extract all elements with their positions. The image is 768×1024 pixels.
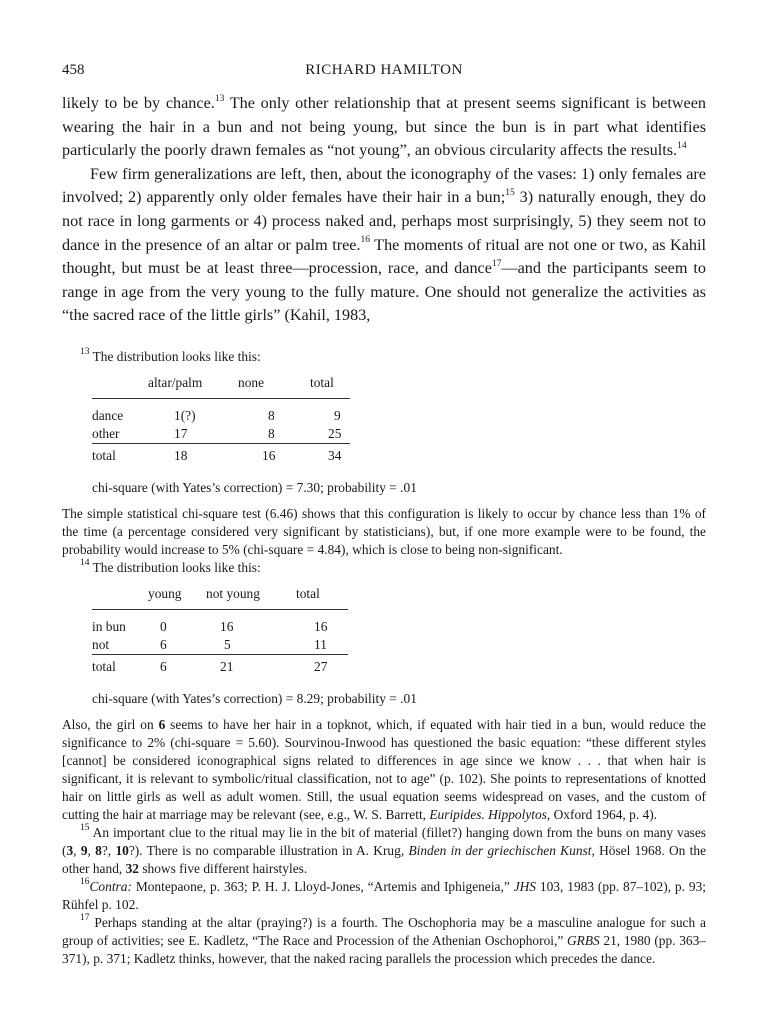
table-header-cell: none [238, 374, 265, 390]
text-run: 3) naturally enough, they do not race in long garments or 4) process naked and, perhaps most surprisingly, 5) they seem not to dance in the presence of an altar or palm tree. [62, 188, 706, 254]
table-cell: 1(?) [148, 398, 238, 425]
table-cell: 6 [160, 636, 167, 652]
text-run: —and the participants seem to range in age from the very young to the fully mature. One should not generalize the activities as “the sacred race of the little girls” (Kahil, 1983, [62, 259, 707, 325]
footnote-17 [62, 914, 706, 968]
footnote-ref-15[interactable]: 15 [505, 187, 515, 198]
table-cell: 8 [238, 398, 298, 425]
text-run: likely to be by chance. [62, 94, 215, 112]
vase-number: 3 [66, 842, 74, 858]
table-header-cell [92, 374, 148, 399]
vase-number: 9 [80, 842, 88, 858]
text-run: 21, 1980 (pp. 363–371), p. 371; Kadletz thinks, however, that the naked racing parallels the procession which precedes the dance. [62, 932, 706, 966]
footnote-number: 17 [80, 913, 90, 924]
table-cell: dance [92, 398, 148, 425]
table-cell: 18 [148, 443, 238, 465]
table-header-cell: not young [206, 585, 260, 601]
page-number: 458 [62, 62, 85, 78]
footnote-number: 13 [80, 347, 90, 358]
text-run: ?, [101, 842, 116, 858]
table-cell: in bun [92, 609, 148, 636]
paragraph-1 [62, 92, 706, 163]
text-run: Few firm generalizations are left, then, about the iconography of the vases: 1) only females are involved; 2) apparently only older females have their hair in a bun; [62, 164, 706, 207]
text-run: , Oxford 1964, p. 4). [546, 806, 658, 822]
table-row [92, 636, 348, 655]
text-run: Contra: [89, 878, 132, 894]
footnote-14-intro [62, 559, 706, 577]
table-cell: total [92, 443, 148, 465]
text-run: , Hösel 1968. On the other hand, [62, 842, 707, 876]
paragraph-2 [62, 163, 706, 328]
vase-number: 6 [158, 716, 166, 732]
table-cell: 0 [148, 609, 206, 636]
table-cell: 34 [298, 443, 350, 465]
table-cell: other [92, 425, 120, 441]
footnote-ref-13[interactable]: 13 [214, 93, 225, 104]
journal-title: JHS [513, 878, 536, 894]
text-run: seems to have her hair in a topknot, which, if equated with hair tied in a bun, would reduce the significance to 2% (chi-square = 5.60). Sourvinou-Inwood has questioned the basic equation: “these different styles [cannot] be considered iconographical signs related to differences in age since we know . . . that when hair is significant, it is relevant to symbolic/ritual classification, not to age” (p. 102). She points to representations of knotted hair on little girls as well as adult women. Still, the usual equation seems widespread on vases, and the custom of cutting the hair at marriage may be relevant (see, e.g., W. S. Barrett, [62, 716, 706, 822]
running-head: RICHARD HAMILTON [305, 62, 463, 78]
footnote-number: 16 [80, 877, 90, 888]
table-cell: 21 [206, 654, 296, 676]
table-total-row [92, 654, 348, 676]
text-run: shows five different hairstyles. [138, 860, 308, 876]
table-header-cell: young [148, 585, 182, 601]
text-run: Also, the girl on [62, 716, 159, 732]
text-run: The distribution looks like this: [89, 559, 261, 575]
table-cell: 16 [206, 609, 296, 636]
table-row [92, 398, 350, 425]
footnote-13-text: The simple statistical chi-square test (6.46) shows that this configuration is likely to occur by chance less than 1% of the time (a percentage considered very significant by statisticians), but, if one more example were to be found, the probability would increase to 5% (chi-square = 4.84), which is close to being non-significant. [62, 505, 706, 557]
footnote-ref-17[interactable]: 17 [491, 258, 502, 269]
table-cell: not [92, 636, 110, 652]
text-run: Montepaone, p. 363; P. H. J. Lloyd-Jones, “Artemis and Iphigeneia,” [131, 878, 514, 894]
footnote-ref-16[interactable]: 16 [360, 235, 371, 246]
text-run: , [87, 842, 96, 858]
text-run: ?). There is no comparable illustration in A. Krug, [128, 842, 409, 858]
distribution-table-14 [92, 585, 348, 676]
chi-square-13: chi-square (with Yates’s correction) = 7.30; probability = .01 [92, 479, 417, 495]
table-cell: 9 [298, 398, 350, 425]
footnote-ref-14[interactable]: 14 [677, 140, 687, 151]
table-cell: 6 [148, 654, 206, 676]
footnote-15 [62, 824, 706, 878]
table-header-row [92, 585, 348, 610]
text-run: Perhaps standing at the altar (praying?) is a fourth. The Oschophoria may be a masculine analogue for such a group of activities; see E. Kadletz, “The Race and Procession of the Athenian Oschophoroi,” [62, 914, 706, 948]
footnotes [62, 348, 706, 968]
table-header-cell: altar/palm [148, 374, 203, 390]
vase-number: 10 [115, 842, 129, 858]
text-run: , [73, 842, 81, 858]
footnote-14-text [62, 716, 706, 824]
table-cell: 17 [174, 425, 188, 441]
vase-number: 32 [125, 860, 139, 876]
text-run: An important clue to the ritual may lie in the bit of material (fillet?) hanging down from the buns on many vases ( [62, 824, 706, 858]
table-row [92, 425, 350, 444]
table-cell: 16 [296, 609, 348, 636]
text-run: The moments of ritual are not one or two, as Kahil thought, but must be at least three—procession, race, and dance [62, 235, 706, 278]
table-cell: 5 [224, 636, 231, 652]
footnote-13-intro [62, 348, 706, 366]
table-cell: total [92, 654, 148, 676]
table-header-cell [92, 585, 148, 610]
text-run: 103, 1983 (pp. 87–102), p. 93; Rühfel p. 102. [62, 878, 706, 912]
table-cell: 8 [268, 425, 275, 441]
main-text [62, 92, 706, 328]
book-title: Binden in der griechischen Kunst [408, 842, 592, 858]
table-cell: 11 [314, 636, 327, 652]
table-header-cell: total [310, 374, 334, 390]
chi-square-14: chi-square (with Yates’s correction) = 8.29; probability = .01 [92, 690, 417, 706]
distribution-table-13 [92, 374, 350, 465]
table-cell: 16 [238, 443, 298, 465]
page [62, 54, 706, 968]
table-cell: 25 [328, 425, 342, 441]
table-cell: 27 [296, 654, 348, 676]
table-header-row [92, 374, 350, 399]
page-header [62, 54, 706, 80]
footnote-number: 14 [80, 558, 90, 569]
text-run: The distribution looks like this: [89, 348, 261, 364]
table-row [92, 609, 348, 636]
vase-number: 8 [95, 842, 102, 858]
table-total-row [92, 443, 350, 465]
footnote-16 [62, 878, 706, 914]
footnote-number: 15 [80, 823, 90, 834]
journal-title: GRBS [566, 932, 600, 948]
book-title: Euripides. Hippolytos [429, 806, 547, 822]
text-run: The only other relationship that at present seems significant is between wearing the hair in a bun and not being young, but since the bun is in part what identifies particularly the poorly drawn females as “not young”, an obvious circularity affects the results. [62, 94, 706, 160]
table-header-cell: total [296, 585, 320, 601]
